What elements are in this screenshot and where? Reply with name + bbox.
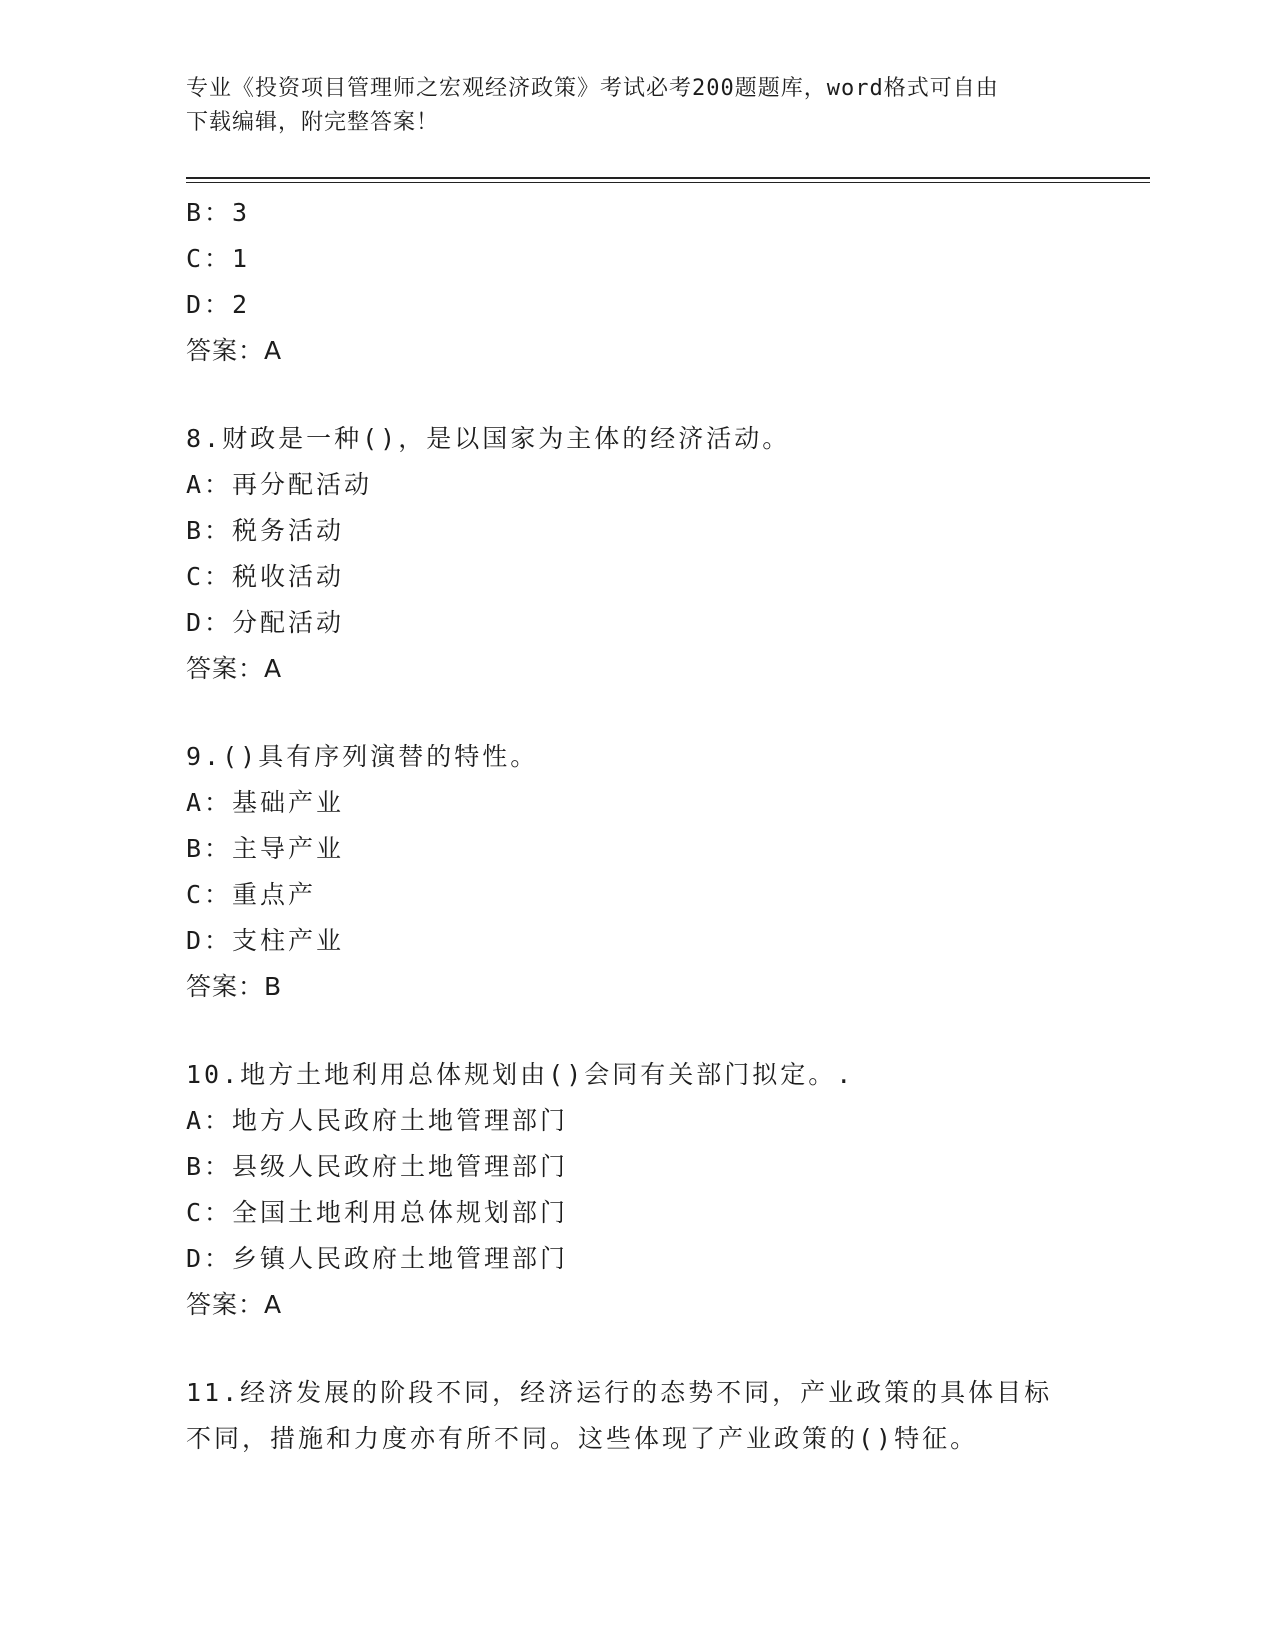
option-c: C：税收活动 (186, 562, 345, 591)
option-b: B：县级人民政府土地管理部门 (186, 1152, 569, 1181)
option-d: D：支柱产业 (186, 926, 345, 955)
header-line-2: 下载编辑，附完整答案！ (186, 110, 440, 135)
document-header (186, 72, 1086, 140)
question-7-fragment (186, 190, 1086, 374)
question-stem-line-2: 不同，措施和力度亦有所不同。这些体现了产业政策的()特征。 (186, 1424, 979, 1453)
header-rule-thick (186, 177, 1150, 179)
question-10 (186, 1052, 1086, 1328)
question-11 (186, 1370, 1086, 1462)
question-stem: 8.财政是一种()，是以国家为主体的经济活动。 (186, 424, 791, 453)
header-rule-thin (186, 182, 1150, 183)
option-c: C：重点产 (186, 880, 317, 909)
question-stem: 9.()具有序列演替的特性。 (186, 742, 539, 771)
option-b: B：3 (186, 198, 251, 227)
question-stem: 10.地方土地利用总体规划由()会同有关部门拟定。. (186, 1060, 855, 1089)
option-d: D：2 (186, 290, 251, 319)
answer: 答案：A (186, 654, 283, 683)
answer: 答案：A (186, 1290, 283, 1319)
option-a: A：再分配活动 (186, 470, 373, 499)
option-a: A：地方人民政府土地管理部门 (186, 1106, 569, 1135)
option-c: C：1 (186, 244, 251, 273)
question-stem-line-1: 11.经济发展的阶段不同，经济运行的态势不同，产业政策的具体目标 (186, 1378, 1053, 1407)
question-9 (186, 734, 1086, 1010)
answer: 答案：A (186, 336, 283, 365)
question-list (186, 190, 1086, 1462)
question-8 (186, 416, 1086, 692)
option-c: C：全国土地利用总体规划部门 (186, 1198, 569, 1227)
option-d: D：分配活动 (186, 608, 345, 637)
header-line-1: 专业《投资项目管理师之宏观经济政策》考试必考200题题库，word格式可自由 (186, 76, 999, 101)
answer: 答案：B (186, 972, 283, 1001)
option-b: B：主导产业 (186, 834, 345, 863)
option-d: D：乡镇人民政府土地管理部门 (186, 1244, 569, 1273)
option-b: B：税务活动 (186, 516, 345, 545)
option-a: A：基础产业 (186, 788, 345, 817)
